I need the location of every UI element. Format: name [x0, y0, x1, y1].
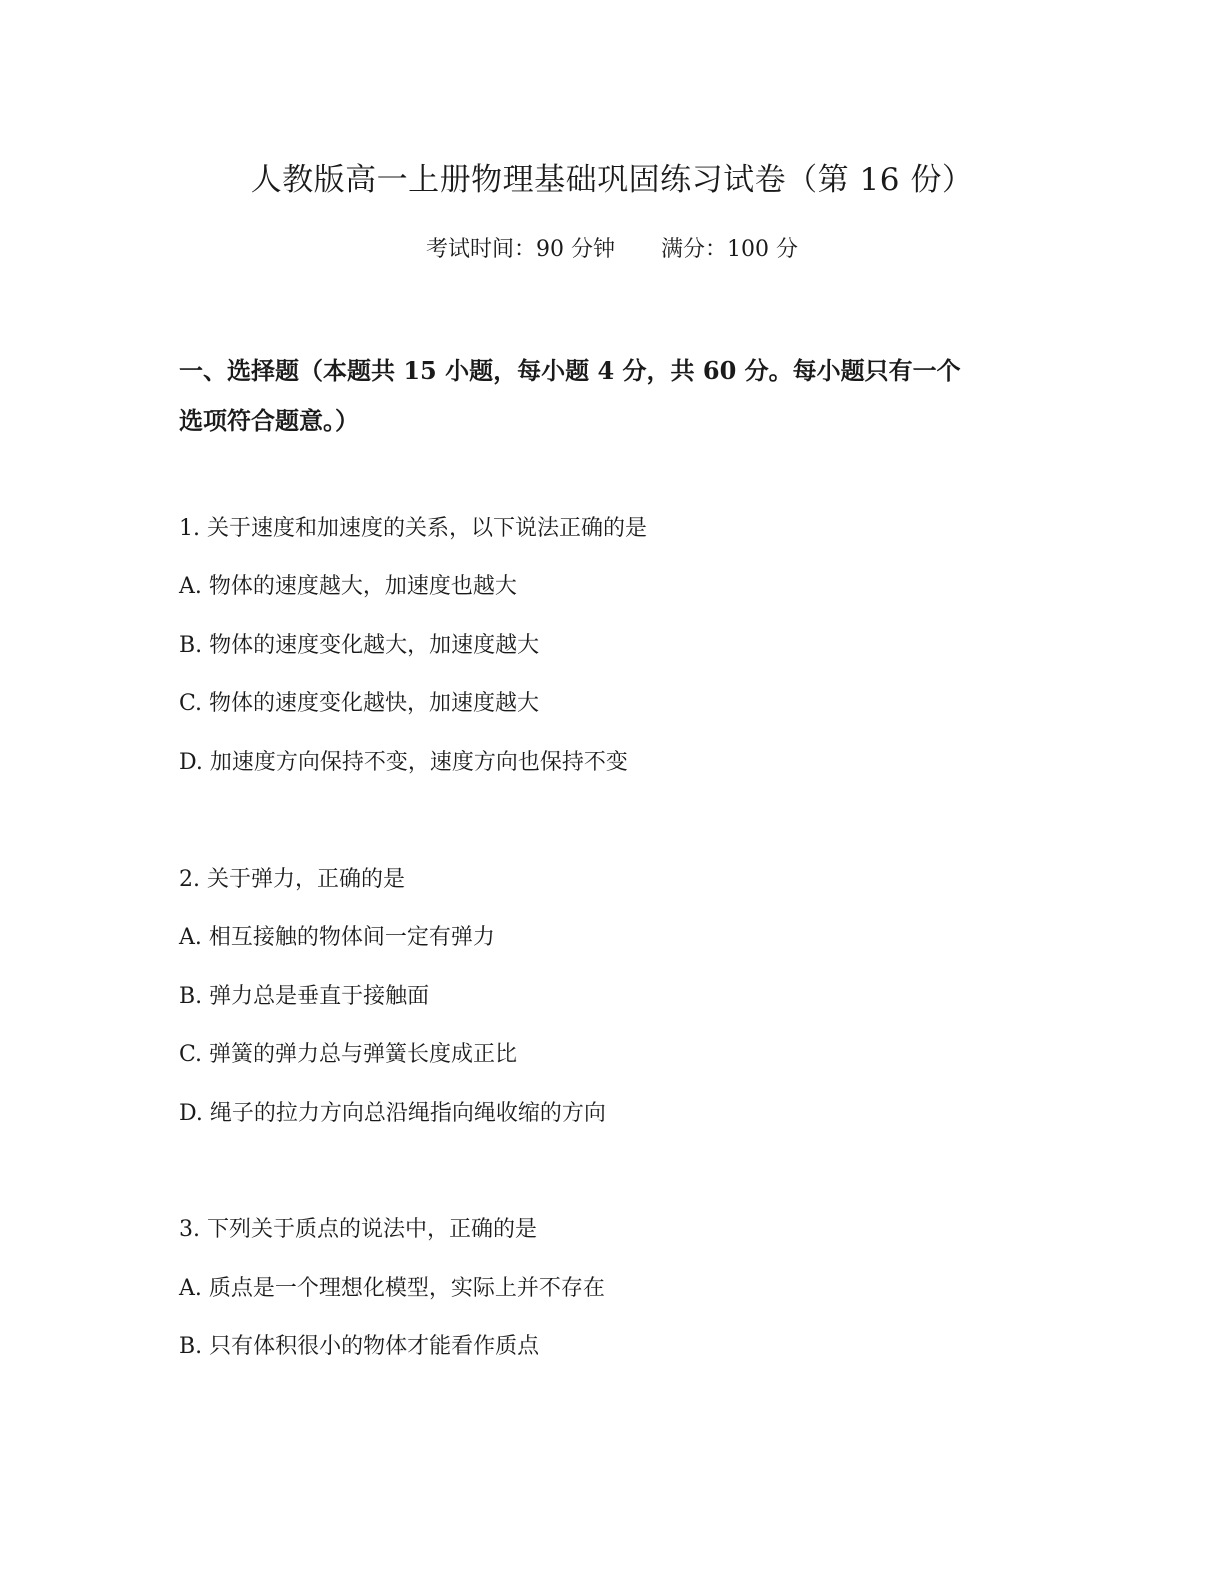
exam-score: 满分：100 分	[661, 237, 798, 262]
exam-info	[0, 234, 1224, 266]
question-1-option-a: A. 物体的速度越大，加速度也越大	[179, 574, 517, 599]
question-3-option-a: A. 质点是一个理想化模型，实际上并不存在	[179, 1276, 605, 1301]
question-1-option-d: D. 加速度方向保持不变，速度方向也保持不变	[179, 750, 628, 775]
question-1-option-b: B. 物体的速度变化越大，加速度越大	[179, 633, 540, 658]
question-2-option-a: A. 相互接触的物体间一定有弹力	[179, 925, 495, 950]
question-1-option-c: C. 物体的速度变化越快，加速度越大	[179, 691, 540, 716]
section-heading-line-1: 一、选择题（本题共 15 小题，每小题 4 分，共 60 分。每小题只有一个	[179, 356, 961, 385]
question-2-option-d: D. 绳子的拉力方向总沿绳指向绳收缩的方向	[179, 1101, 606, 1126]
section-heading	[179, 346, 1059, 446]
question-2-option-c: C. 弹簧的弹力总与弹簧长度成正比	[179, 1042, 518, 1067]
exam-time: 考试时间：90 分钟	[426, 237, 615, 262]
page-title: 人教版高一上册物理基础巩固练习试卷（第 16 份）	[250, 162, 974, 198]
question-3-stem: 3. 下列关于质点的说法中，正确的是	[179, 1217, 537, 1242]
section-heading-line-2: 选项符合题意。）	[179, 406, 359, 435]
question-2-option-b: B. 弹力总是垂直于接触面	[179, 984, 430, 1009]
question-2-stem: 2. 关于弹力，正确的是	[179, 867, 405, 892]
question-1-stem: 1. 关于速度和加速度的关系，以下说法正确的是	[179, 516, 647, 541]
question-3-option-b: B. 只有体积很小的物体才能看作质点	[179, 1334, 540, 1359]
